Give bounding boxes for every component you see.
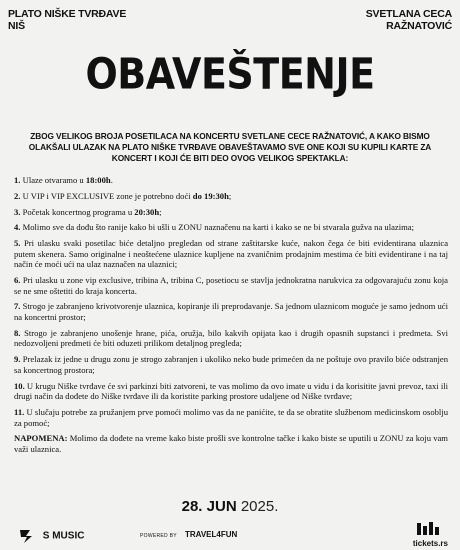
page-title: OBAVEŠTENJE [85,49,375,99]
list-item: 6. Pri ulasku u zone vip exclusive, tribina A, tribina C, posetiocu se stavlja jednokratna narukvica za odgovarajuću zonu koja se ne sme oštetiti do kraja koncerta. [14,275,448,296]
list-item: 9. Prelazak iz jedne u drugu zonu je strogo zabranjen i ukoliko neko bude primećen da ne poštuje ovo pravilo biće odstranjen sa koncertnog prostora; [14,354,449,375]
venue-name: PLATO NIŠKE TVRĐAVE [8,8,127,20]
tickets-logo: tickets.rs [413,521,448,548]
list-item: 2. U VIP i VIP EXCLUSIVE zone je potrebno doći do 19:30h; [14,190,232,201]
list-item: 11. U slučaju potrebe za pružanjem prve pomoći molimo vas da ne panićite, te da se obratite službenom medicinskom osoblju za pomoć; [14,406,448,428]
artist-last-name: RAŽNATOVIĆ [386,20,452,32]
rules-list [14,175,448,460]
list-item: 7. Strogo je zabranjeno krivotvorenje ulaznica, kopiranje ili preprodavanje. Sa jednom ulaznicom moguće je samo jednom ući na koncertni prostor; [14,301,448,323]
smusic-logo: S MUSIC [18,528,84,544]
note-item [14,433,448,454]
note-text: Molimo da dođete na vreme kako biste prošli sve kontrolne tačke i kako biste se uputili u ZONU za koju vam važi ulaznica. [14,433,448,454]
header-left [8,8,126,32]
list-item: 8. Strogo je zabranjeno unošenje hrane, pića, oružja, bilo kakvih opijata kao i drugih opasnih supstanci i predmeta. Svi nedozvoljeni predmeti će biti oduzeti prilikom detaljnog pregleda; [14,327,449,349]
list-item: 3. Početak koncertnog programa u 20:30h; [14,206,162,217]
list-item: 4. Molimo sve da dođu što ranije kako bi ušli u ZONU naznačenu na karti i kako se ne bi stvarala gužva na ulazima; [14,222,414,233]
smusic-mark-icon [18,528,40,544]
event-day: 28. JUN [181,498,237,515]
powered-by-label: POWERED BY [140,533,177,539]
list-item: 5. Pri ulasku svaki posetilac biće detaljno pregledan od strane zaštitarske kuće, nakon čega će biti evidentirana ulaznica putem skenera. Samo originalne i neoštećene ulaznice kupljene na zvaničnim prodajnim mestima će biti evidentirane i na taj način će moći ući na ulaz naznačen na ulaznici; [14,238,449,270]
event-year: 2025. [240,498,279,515]
note-label: NAPOMENA: [14,433,68,444]
travel4fun-logo: TRAVEL4FUN [185,530,238,539]
artist-first-name: SVETLANA CECA [365,8,452,20]
list-item: 1. Ulaze otvaramo u 18:00h. [14,175,113,185]
tickets-mark-icon [415,521,445,537]
list-item: 10. U krugu Niške tvrđave će svi parkinzi biti zatvoreni, te vas molimo da ovo imate u vidu i da korisitite javni prevoz, taxi ili drugi način da dođete do Niške tvrđave ili da koristite parking prostore udaljene od Niške tvrđave; [14,380,448,402]
event-date [0,498,460,515]
footer [0,520,460,550]
venue-city: NIŠ [8,20,25,32]
header-right [366,8,452,32]
intro-paragraph: ZBOG VELIKOG BROJA POSETILACA NA KONCERTU SVETLANE CECE RAŽNATOVIĆ, A KAKO BISMO OLAKŠALI ULAZAK NA PLATO NIŠKE TVRĐAVE OBAVEŠTAVAMO SVE ONE KOJI SU KUPILI KARTE ZA KONCERT I KOJI ĆE BITI DEO OVOG VELIKOG SPEKTAKLA: [28,131,432,163]
